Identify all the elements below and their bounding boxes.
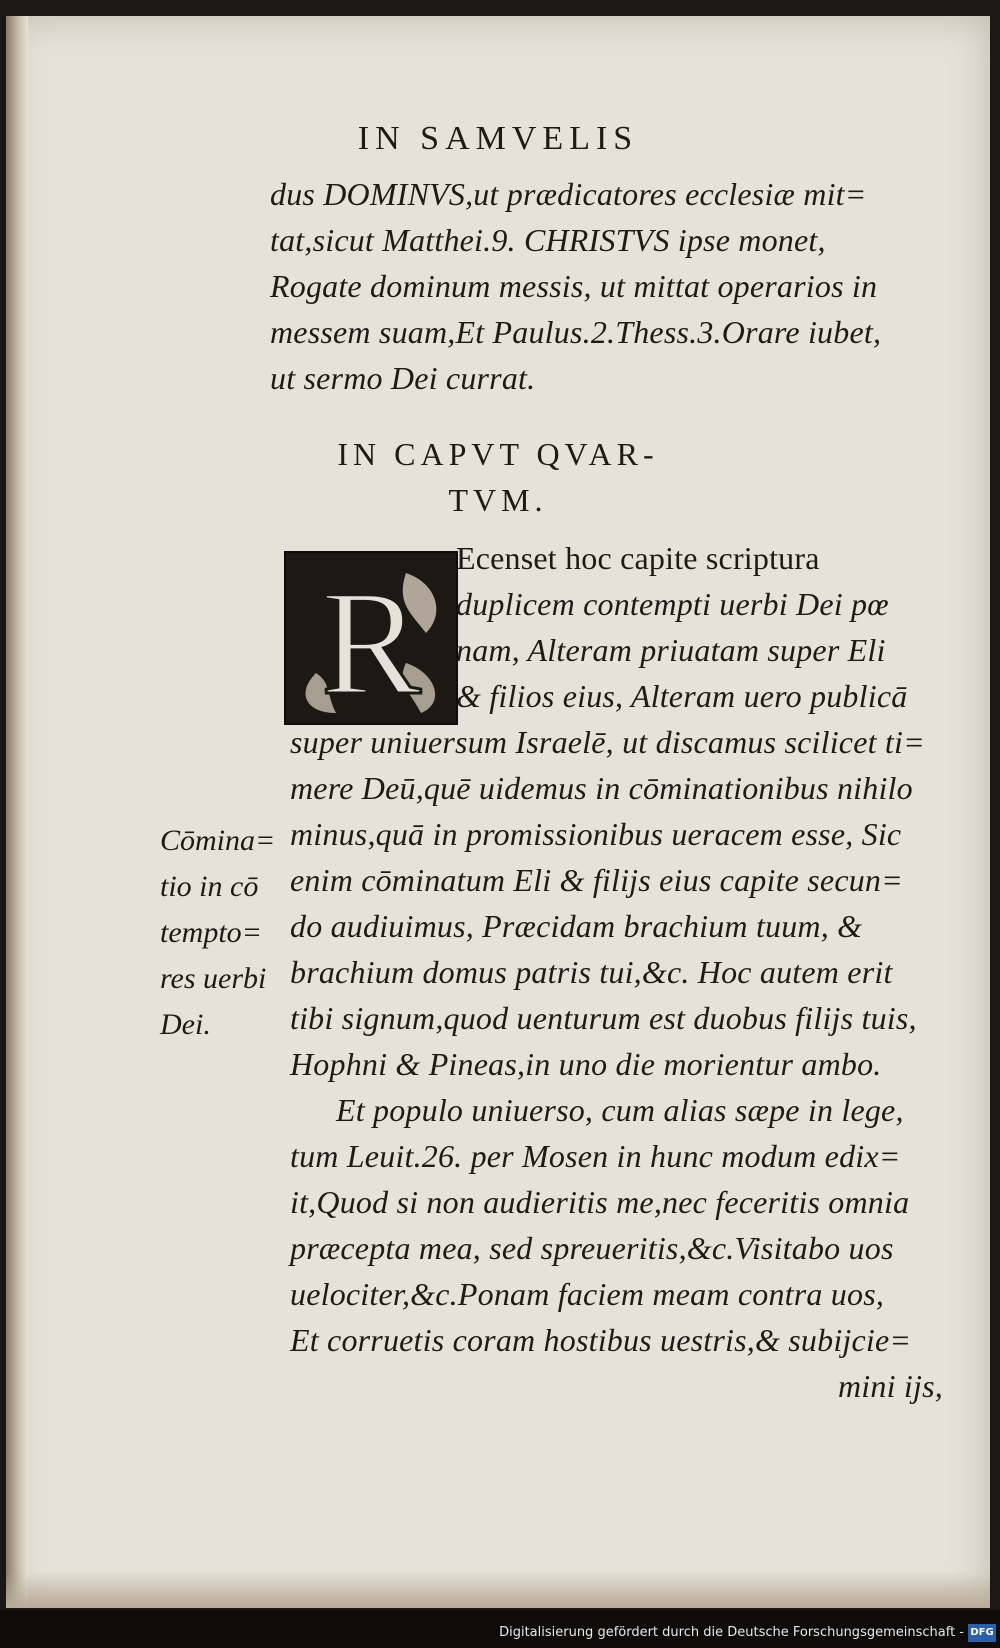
margin-note-line: res uerbi [160,962,267,995]
text-line: nam, Alteram priuatam super Eli [456,632,886,668]
chapter-heading: IN CAPVT QVAR- [337,436,659,472]
text-line: Et corruetis coram hostibus uestris,& subijcie= [290,1322,912,1358]
text-line: præcepta mea, sed spreueritis,&c.Visitabo uos [290,1230,894,1266]
page-spine-shadow [6,16,28,1608]
footer-credit: Digitalisierung gefördert durch die Deutsche Forschungsgemeinschaft - [499,1625,964,1640]
text-line: uelociter,&c.Ponam faciem meam contra uos, [290,1276,885,1312]
digitization-footer [0,1610,1000,1648]
page-bottom-edge [6,1572,990,1608]
text-line: minus,quā in promissionibus ueracem esse, Sic [290,816,902,852]
text-line: duplicem contempti uerbi Dei pœ [456,586,889,622]
text-line: it,Quod si non audieritis me,nec feceritis omnia [290,1184,910,1220]
text-line: Et populo uniuerso, cum alias sæpe in lege, [336,1092,904,1128]
text-line: Hophni & Pineas,in uno die morientur ambo. [290,1046,882,1082]
text-line: enim cōminatum Eli & filijs eius capite secun= [290,862,903,898]
margin-note-line: Cōmina= [160,824,276,857]
text-line: tibi signum,quod uenturum est duobus filijs tuis, [290,1000,917,1036]
text-line: dus DOMINVS,ut prædicatores ecclesiæ mit= [270,176,867,212]
margin-note-line: Dei. [160,1008,211,1041]
decorated-initial [284,551,458,725]
text-line: ut sermo Dei currat. [270,360,536,396]
decorated-initial-graphic [286,553,456,723]
text-line: Ecenset hoc capite scriptura [456,540,820,576]
text-line: super uniuersum Israelē, ut discamus scilicet ti= [290,724,925,760]
text-line: tat,sicut Matthei.9. CHRISTVS ipse monet, [270,222,826,258]
text-line: Rogate dominum messis, ut mittat operarios in [270,268,878,304]
dfg-logo: DFG [968,1624,996,1642]
text-line: do audiuimus, Præcidam brachium tuum, & [290,908,863,944]
text-line: tum Leuit.26. per Mosen in hunc modum edix= [290,1138,901,1174]
chapter-heading-cont: TVM. [448,482,548,518]
running-head: IN SAMVELIS [357,120,639,157]
text-line: brachium domus patris tui,&c. Hoc autem erit [290,954,893,990]
book-page [6,16,990,1608]
initial-letter: R [320,560,422,723]
margin-note-line: tempto= [160,916,262,949]
text-line: mini ijs, [838,1368,943,1404]
text-line: messem suam,Et Paulus.2.Thess.3.Orare iubet, [270,314,882,350]
text-line: & filios eius, Alteram uero publicā [456,678,908,714]
margin-note-line: tio in cō [160,870,259,903]
text-line: mere Deū,quē uidemus in cōminationibus nihilo [290,770,913,806]
